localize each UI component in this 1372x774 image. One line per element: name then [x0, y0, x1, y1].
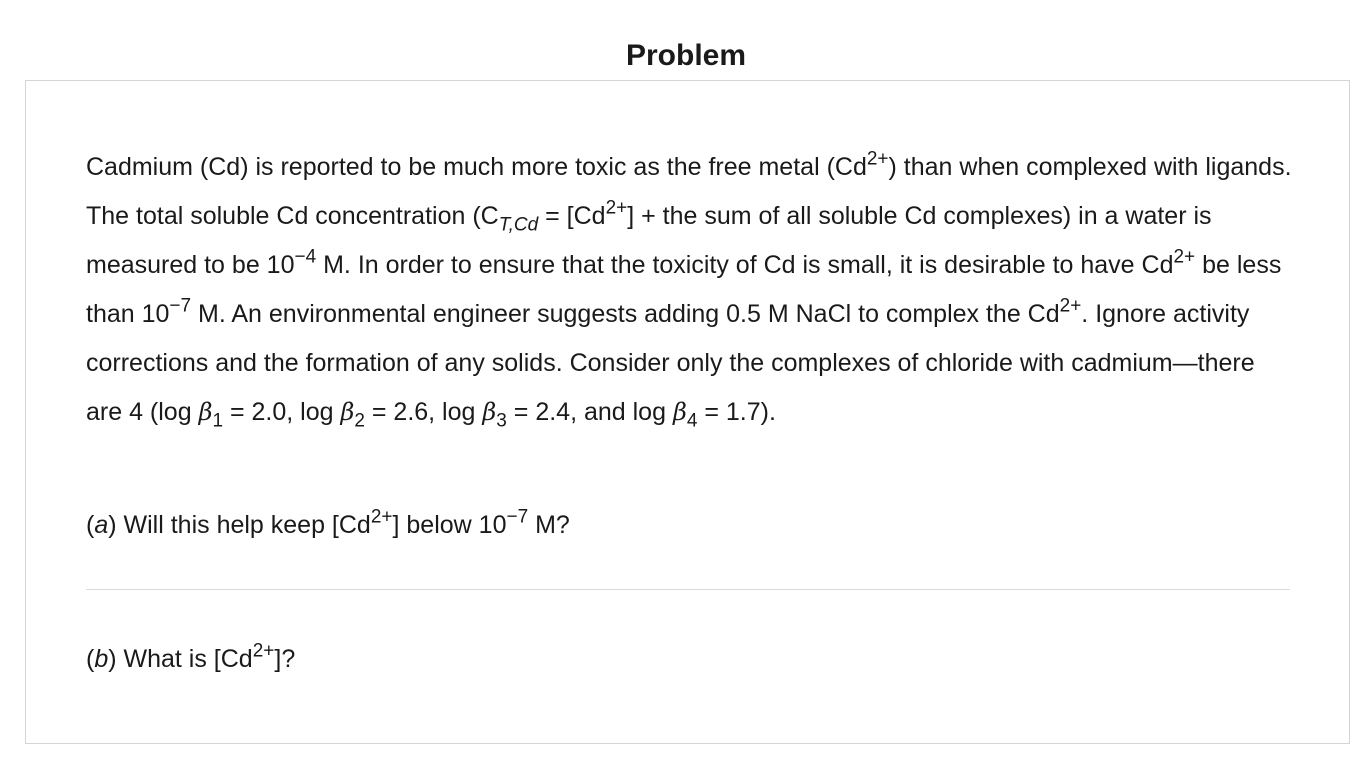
question-a-text: Will this help keep [Cd — [116, 511, 371, 539]
beta-symbol: β — [482, 398, 497, 426]
question-a-text: ] below 10 — [392, 511, 507, 539]
question-b-letter: b — [94, 645, 109, 673]
question-b-text: What is [Cd — [116, 645, 253, 673]
exponent-superscript: −4 — [294, 246, 317, 268]
beta-subscript: 1 — [212, 410, 224, 432]
statement-text: Cadmium (Cd) is reported to be much more toxic as the free metal (Cd — [86, 153, 867, 181]
statement-text: ) than when complexed with ligands. The total soluble Cd concentration (C — [86, 153, 1292, 230]
beta-subscript: 4 — [686, 410, 698, 432]
page-title: Problem — [625, 39, 747, 73]
charge-superscript: 2+ — [1173, 246, 1196, 268]
question-label-open: ( — [86, 511, 95, 539]
question-b — [86, 639, 295, 679]
statement-text: = [Cd — [538, 202, 606, 230]
beta-subscript: 2 — [354, 410, 365, 432]
charge-superscript: 2+ — [1059, 295, 1082, 317]
statement-text: M. An environmental engineer suggests adding 0.5 M NaCl to complex the Cd — [191, 300, 1060, 328]
charge-superscript: 2+ — [252, 640, 275, 662]
statement-text: ] + the sum of all soluble Cd complexes) in a water is measured to be 10 — [86, 202, 1212, 279]
statement-text: = 2.4, and log — [506, 398, 673, 426]
statement-text: = 2.0, log — [223, 398, 341, 426]
section-divider — [86, 589, 1290, 590]
question-a-text: M? — [528, 511, 570, 539]
statement-text: be less than 10 — [86, 251, 1282, 328]
statement-text: = 1.7). — [697, 398, 776, 426]
question-label-open: ( — [86, 645, 95, 673]
statement-text: = 2.6, log — [364, 398, 483, 426]
exponent-superscript: −7 — [169, 295, 192, 317]
question-b-text: ]? — [274, 645, 296, 673]
problem-statement — [86, 143, 1296, 437]
statement-text: . Ignore activity corrections and the formation of any solids. Consider only the complexes of chloride with cadmium—there are 4 (log — [86, 300, 1255, 426]
concentration-subscript: T,Cd — [498, 214, 539, 236]
question-a-letter: a — [94, 511, 109, 539]
charge-superscript: 2+ — [605, 197, 628, 219]
charge-superscript: 2+ — [370, 506, 393, 528]
beta-symbol: β — [340, 398, 355, 426]
question-label-close: ) — [108, 511, 117, 539]
statement-text: M. In order to ensure that the toxicity of Cd is small, it is desirable to have Cd — [316, 251, 1174, 279]
question-label-close: ) — [108, 645, 117, 673]
problem-card — [25, 80, 1350, 744]
beta-symbol: β — [198, 398, 213, 426]
question-a — [86, 505, 570, 545]
exponent-superscript: −7 — [506, 506, 529, 528]
charge-superscript: 2+ — [866, 148, 889, 170]
beta-symbol: β — [672, 398, 687, 426]
beta-subscript: 3 — [496, 410, 507, 432]
